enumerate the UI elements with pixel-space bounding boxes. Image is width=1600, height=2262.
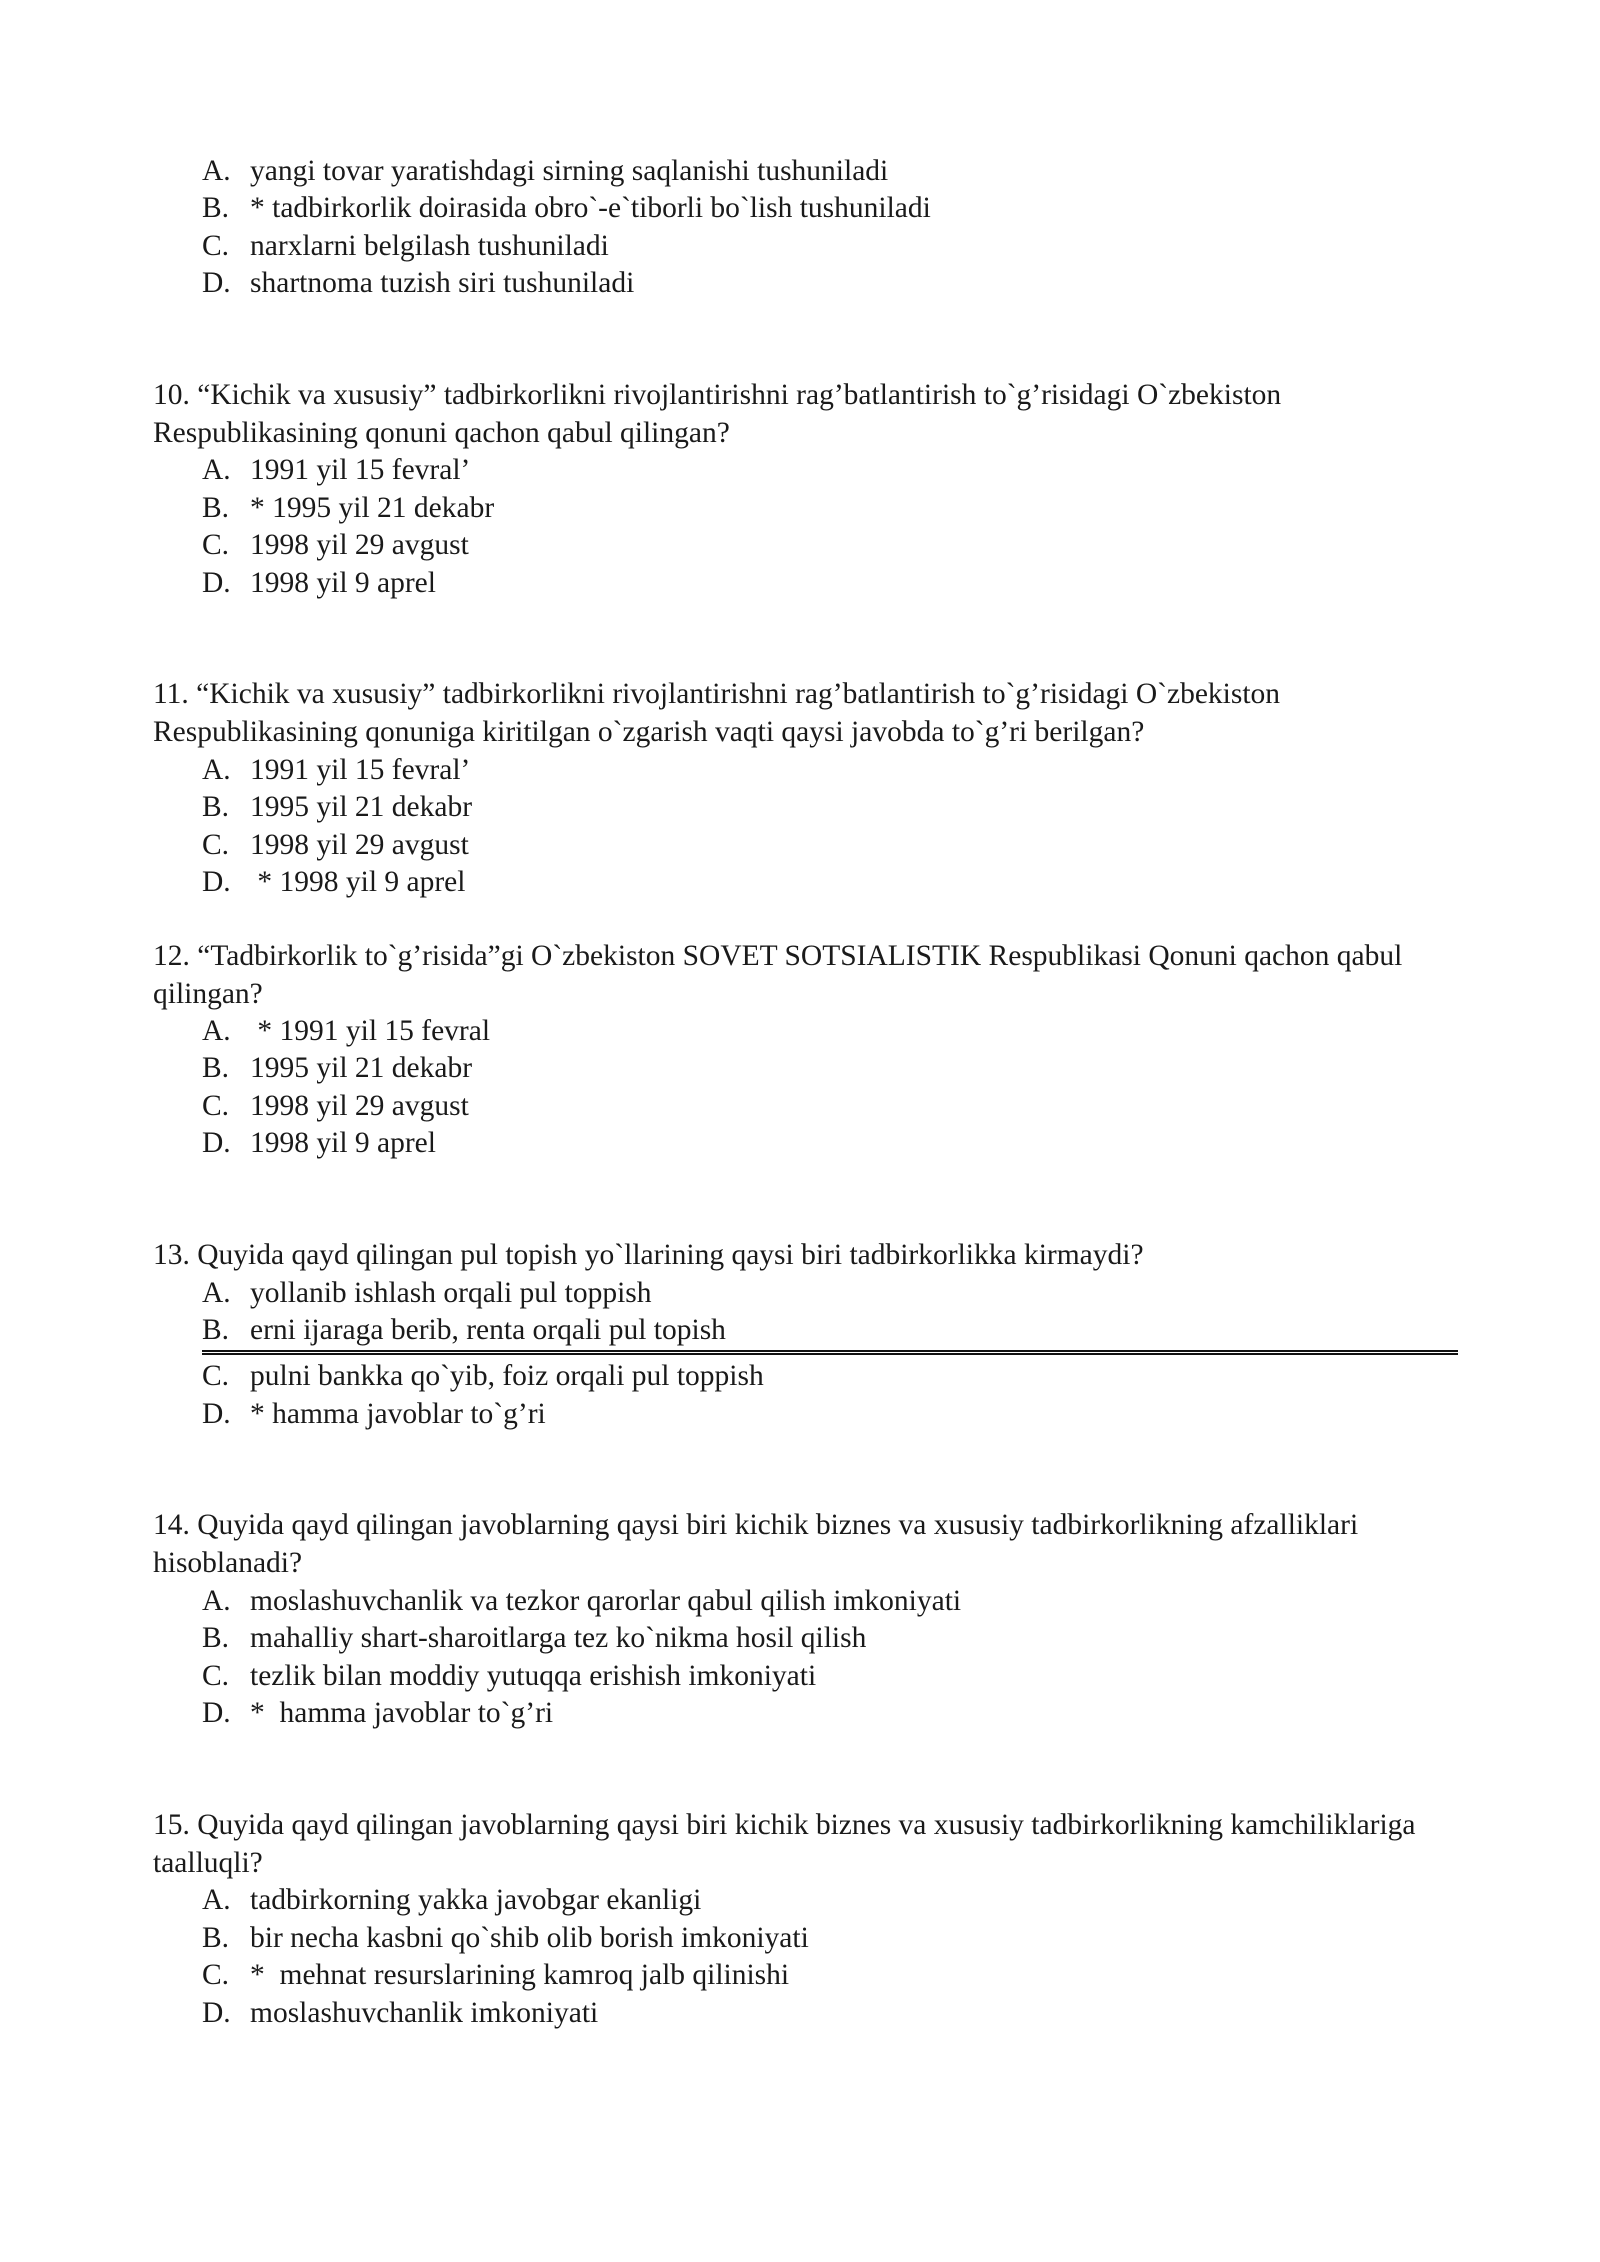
q13-option-a: [202, 1275, 1402, 1313]
option-letter: B.: [202, 1622, 230, 1654]
q11-option-a: [202, 752, 1402, 790]
q15-question-text: 15. Quyida qayd qilingan javoblarning qaysi biri kichik biznes va xususiy tadbirkorlikning kamchiliklariga taalluqli?: [153, 1809, 1416, 1879]
q9-option-c: [202, 228, 1402, 266]
option-letter: A.: [202, 1884, 231, 1916]
q9-option-d: [202, 265, 1402, 303]
option-text: 1995 yil 21 dekabr: [250, 791, 473, 823]
option-letter: C.: [202, 230, 230, 262]
option-letter: D.: [202, 1697, 231, 1729]
option-text: pulni bankka qo`yib, foiz orqali pul toppish: [250, 1360, 764, 1392]
option-letter: B.: [202, 1052, 230, 1084]
q15-option-b: [202, 1920, 1402, 1958]
q13-option-c: [202, 1358, 1402, 1396]
option-text: moslashuvchanlik va tezkor qarorlar qabul qilish imkoniyati: [250, 1585, 962, 1617]
q14-option-c: [202, 1658, 1402, 1696]
option-letter: D.: [202, 267, 231, 299]
q9-option-b: [202, 190, 1402, 228]
option-text: 1998 yil 9 aprel: [250, 1127, 436, 1159]
q15-option-d: [202, 1995, 1402, 2033]
option-letter: A.: [202, 1015, 231, 1047]
option-text: 1995 yil 21 dekabr: [250, 1052, 473, 1084]
option-text: shartnoma tuzish siri tushuniladi: [250, 267, 635, 299]
q14-option-d: [202, 1695, 1402, 1733]
option-text: moslashuvchanlik imkoniyati: [250, 1997, 599, 2029]
option-text: yangi tovar yaratishdagi sirning saqlanishi tushuniladi: [250, 155, 889, 187]
q12-option-c: [202, 1088, 1402, 1126]
option-text: erni ijaraga berib, renta orqali pul topish: [250, 1314, 726, 1346]
option-text: 1998 yil 29 avgust: [250, 829, 469, 861]
q10-question-text: 10. “Kichik va xususiy” tadbirkorlikni rivojlantirishni rag’batlantirish to`g’risidagi O`zbekiston Respublikasining qonuni qachon qabul qilingan?: [153, 379, 1282, 449]
q15-option-a: [202, 1882, 1402, 1920]
q12-option-a: [202, 1013, 1402, 1051]
option-letter: C.: [202, 529, 230, 561]
double-rule-divider: [202, 1350, 1458, 1355]
option-letter: C.: [202, 829, 230, 861]
q12-option-d: [202, 1125, 1402, 1163]
q11-option-b: [202, 789, 1402, 827]
option-text: yollanib ishlash orqali pul toppish: [250, 1277, 652, 1309]
q14-option-b: [202, 1620, 1402, 1658]
q12-option-b: [202, 1050, 1402, 1088]
option-letter: B.: [202, 192, 230, 224]
q10-option-a: [202, 452, 1402, 490]
option-text: * mehnat resurslarining kamroq jalb qilinishi: [250, 1959, 790, 1991]
option-letter: A.: [202, 1277, 231, 1309]
option-letter: B.: [202, 1314, 230, 1346]
q10-option-b: [202, 490, 1402, 528]
q13-option-d: [202, 1396, 1402, 1434]
option-letter: C.: [202, 1090, 230, 1122]
option-text: mahalliy shart-sharoitlarga tez ko`nikma hosil qilish: [250, 1622, 867, 1654]
q9-option-a: [202, 153, 1402, 191]
option-letter: B.: [202, 492, 230, 524]
q13-question-text: 13. Quyida qayd qilingan pul topish yo`llarining qaysi biri tadbirkorlikka kirmaydi?: [153, 1239, 1144, 1271]
q11-option-c: [202, 827, 1402, 865]
option-text: narxlarni belgilash tushuniladi: [250, 230, 609, 262]
option-text: 1991 yil 15 fevral’: [250, 454, 471, 486]
q14-option-a: [202, 1583, 1402, 1621]
option-letter: A.: [202, 1585, 231, 1617]
option-text: 1991 yil 15 fevral’: [250, 754, 471, 786]
option-letter: C.: [202, 1360, 230, 1392]
option-letter: B.: [202, 1922, 230, 1954]
option-text: tezlik bilan moddiy yutuqqa erishish imkoniyati: [250, 1660, 817, 1692]
option-letter: D.: [202, 1398, 231, 1430]
option-letter: B.: [202, 791, 230, 823]
option-text: tadbirkorning yakka javobgar ekanligi: [250, 1884, 702, 1916]
option-text: * hamma javoblar to`g’ri: [250, 1697, 554, 1729]
q14-question-text: 14. Quyida qayd qilingan javoblarning qaysi biri kichik biznes va xususiy tadbirkorlikning afzalliklari hisoblanadi?: [153, 1509, 1359, 1579]
option-letter: C.: [202, 1660, 230, 1692]
q15-option-c: [202, 1957, 1402, 1995]
q10-option-d: [202, 565, 1402, 603]
option-text: * tadbirkorlik doirasida obro`-e`tiborli bo`lish tushuniladi: [250, 192, 931, 224]
option-letter: A.: [202, 754, 231, 786]
option-letter: D.: [202, 1997, 231, 2029]
option-letter: D.: [202, 567, 231, 599]
q11-option-d: [202, 864, 1402, 902]
option-text: * 1998 yil 9 aprel: [250, 866, 466, 898]
option-text: bir necha kasbni qo`shib olib borish imkoniyati: [250, 1922, 809, 1954]
option-letter: D.: [202, 1127, 231, 1159]
q13-option-b: [202, 1312, 1402, 1350]
option-text: 1998 yil 29 avgust: [250, 529, 469, 561]
option-text: * 1995 yil 21 dekabr: [250, 492, 495, 524]
q10-option-c: [202, 527, 1402, 565]
option-letter: A.: [202, 155, 231, 187]
option-text: * 1991 yil 15 fevral: [250, 1015, 491, 1047]
option-letter: A.: [202, 454, 231, 486]
option-text: 1998 yil 29 avgust: [250, 1090, 469, 1122]
option-letter: C.: [202, 1959, 230, 1991]
q12-question-text: 12. “Tadbirkorlik to`g’risida”gi O`zbekiston SOVET SOTSIALISTIK Respublikasi Qonuni qachon qabul qilingan?: [153, 940, 1403, 1010]
option-text: 1998 yil 9 aprel: [250, 567, 436, 599]
option-letter: D.: [202, 866, 231, 898]
option-text: * hamma javoblar to`g’ri: [250, 1398, 546, 1430]
q11-question-text: 11. “Kichik va xususiy” tadbirkorlikni rivojlantirishni rag’batlantirish to`g’risidagi O`zbekiston Respublikasining qonuniga kiritilgan o`zgarish vaqti qaysi javobda to`g’ri berilgan?: [153, 678, 1281, 748]
